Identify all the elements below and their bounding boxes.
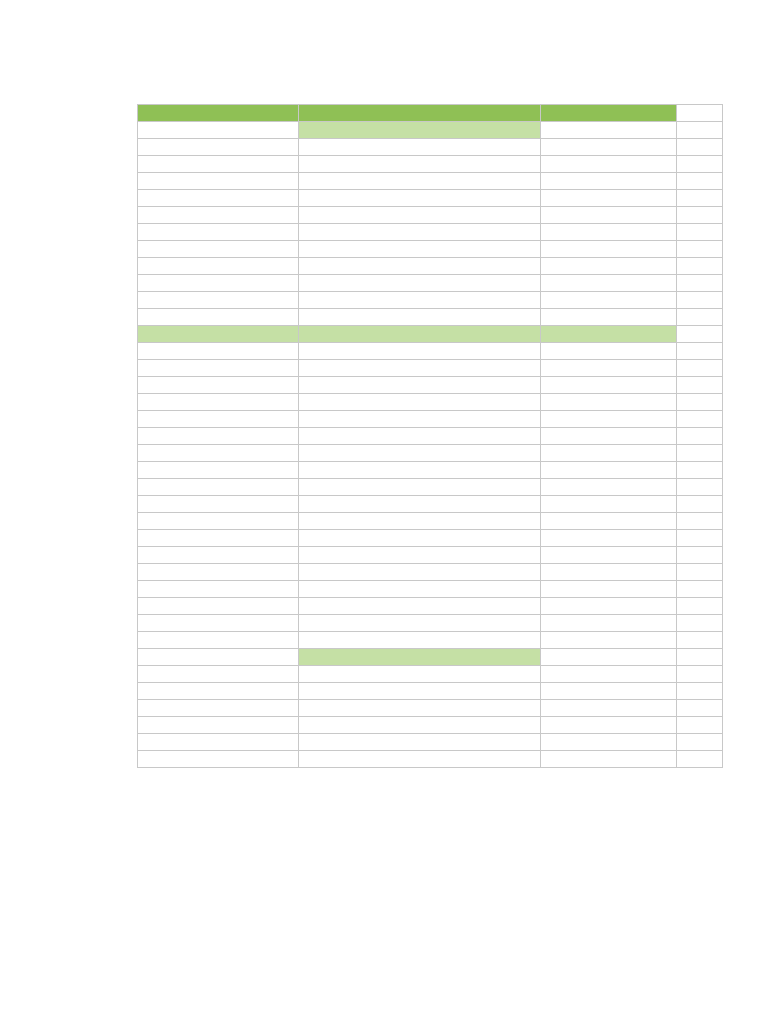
table-row	[138, 445, 723, 462]
table-row	[138, 751, 723, 768]
table-row	[138, 326, 723, 343]
rice-bread-item	[299, 275, 541, 292]
curry-item	[299, 394, 541, 411]
table-cell	[677, 649, 723, 666]
sweet-item	[541, 139, 677, 156]
table-row	[138, 258, 723, 275]
starter-item	[138, 173, 299, 190]
curry-item	[299, 411, 541, 428]
table-row	[138, 547, 723, 564]
fry-curry-item	[299, 683, 541, 700]
table-row	[138, 309, 723, 326]
table-row	[138, 598, 723, 615]
curry-item	[299, 479, 541, 496]
table-cell	[677, 666, 723, 683]
sweet-item	[541, 173, 677, 190]
table-row	[138, 156, 723, 173]
table-cell	[677, 360, 723, 377]
table-cell	[138, 547, 299, 564]
table-cell	[677, 717, 723, 734]
table-row	[138, 666, 723, 683]
table-cell	[541, 666, 677, 683]
table-row	[138, 700, 723, 717]
table-cell	[541, 462, 677, 479]
table-cell	[677, 190, 723, 207]
starter-item	[138, 139, 299, 156]
table-row	[138, 649, 723, 666]
starter-item	[138, 258, 299, 275]
table-cell	[677, 173, 723, 190]
table-cell	[541, 530, 677, 547]
table-cell	[677, 207, 723, 224]
curry-item	[299, 343, 541, 360]
sweet-item	[541, 275, 677, 292]
table-cell	[138, 292, 299, 309]
table-cell	[677, 139, 723, 156]
table-row	[138, 207, 723, 224]
starter-item	[138, 207, 299, 224]
table-cell	[541, 598, 677, 615]
table-cell	[677, 343, 723, 360]
table-cell	[541, 411, 677, 428]
table-cell	[541, 564, 677, 581]
extra-item	[541, 360, 677, 377]
curry-item	[299, 581, 541, 598]
table-cell	[541, 632, 677, 649]
table-cell	[541, 428, 677, 445]
table-cell	[299, 632, 541, 649]
table-cell	[138, 564, 299, 581]
table-cell	[677, 224, 723, 241]
sweet-item	[541, 224, 677, 241]
table-cell	[541, 683, 677, 700]
rice-bread-item	[299, 139, 541, 156]
table-cell	[138, 700, 299, 717]
sweet-item	[541, 190, 677, 207]
table-cell	[138, 666, 299, 683]
table-row	[138, 564, 723, 581]
table-cell	[677, 479, 723, 496]
table-cell	[138, 734, 299, 751]
table-cell	[677, 751, 723, 768]
curry-item	[299, 360, 541, 377]
table-cell	[541, 581, 677, 598]
table-row	[138, 343, 723, 360]
table-cell	[138, 649, 299, 666]
table-cell	[299, 615, 541, 632]
rice-bread-item	[299, 190, 541, 207]
starter-item	[138, 190, 299, 207]
subheader-fry-curry	[299, 649, 541, 666]
table-cell	[541, 547, 677, 564]
table-cell	[677, 445, 723, 462]
rice-bread-item	[299, 156, 541, 173]
table-cell	[677, 564, 723, 581]
table-cell	[677, 632, 723, 649]
table-row	[138, 462, 723, 479]
table-row	[138, 105, 723, 122]
table-cell	[541, 751, 677, 768]
table-row	[138, 717, 723, 734]
table-row	[138, 224, 723, 241]
table-cell	[677, 683, 723, 700]
subheader-pickles	[138, 326, 299, 343]
header-main-course	[299, 105, 541, 122]
rice-bread-item	[299, 309, 541, 326]
table-cell	[677, 462, 723, 479]
extra-item	[541, 377, 677, 394]
table-cell	[677, 700, 723, 717]
table-row	[138, 513, 723, 530]
table-cell	[677, 241, 723, 258]
table-cell	[138, 496, 299, 513]
pickle-item	[138, 343, 299, 360]
table-cell	[138, 513, 299, 530]
sweet-item	[541, 122, 677, 139]
table-cell	[541, 615, 677, 632]
table-row	[138, 479, 723, 496]
subheader-curries	[299, 326, 541, 343]
table-row	[138, 428, 723, 445]
table-row	[138, 377, 723, 394]
fry-curry-item	[299, 717, 541, 734]
rice-bread-item	[299, 207, 541, 224]
table-row	[138, 683, 723, 700]
table-cell	[677, 598, 723, 615]
pickle-item	[138, 411, 299, 428]
extra-item	[541, 343, 677, 360]
table-row	[138, 496, 723, 513]
fry-curry-item	[299, 734, 541, 751]
sweet-item	[541, 207, 677, 224]
starter-item	[138, 241, 299, 258]
curry-item	[299, 496, 541, 513]
table-cell	[677, 581, 723, 598]
curry-item	[299, 530, 541, 547]
table-cell	[541, 700, 677, 717]
starter-item	[138, 122, 299, 139]
pickle-item	[138, 445, 299, 462]
table-cell	[677, 292, 723, 309]
table-cell	[541, 513, 677, 530]
curry-item	[299, 428, 541, 445]
pickle-item	[138, 377, 299, 394]
table-row	[138, 360, 723, 377]
table-row	[138, 581, 723, 598]
table-cell	[138, 683, 299, 700]
starter-item	[138, 224, 299, 241]
table-cell	[677, 326, 723, 343]
rice-bread-item	[299, 292, 541, 309]
table-row	[138, 292, 723, 309]
table-cell	[677, 105, 723, 122]
table-cell	[138, 751, 299, 768]
veg-menu-table	[137, 104, 723, 768]
table-cell	[541, 649, 677, 666]
fry-curry-item	[299, 666, 541, 683]
table-row	[138, 411, 723, 428]
header-sweets	[541, 105, 677, 122]
table-cell	[677, 734, 723, 751]
table-row	[138, 275, 723, 292]
sweet-item	[541, 309, 677, 326]
curry-item	[299, 377, 541, 394]
rice-bread-item	[299, 241, 541, 258]
pickle-item	[138, 428, 299, 445]
fry-curry-item	[299, 751, 541, 768]
header-starters	[138, 105, 299, 122]
table-row	[138, 139, 723, 156]
table-row	[138, 173, 723, 190]
table-cell	[677, 377, 723, 394]
table-row	[138, 394, 723, 411]
curry-item	[299, 445, 541, 462]
table-cell	[138, 632, 299, 649]
table-row	[138, 190, 723, 207]
table-row	[138, 530, 723, 547]
table-cell	[541, 734, 677, 751]
table-cell	[541, 479, 677, 496]
table-cell	[541, 445, 677, 462]
table-cell	[677, 122, 723, 139]
subheader-rice-bread	[299, 122, 541, 139]
table-cell	[677, 428, 723, 445]
table-cell	[677, 258, 723, 275]
table-row	[138, 615, 723, 632]
table-cell	[138, 530, 299, 547]
subheader-extras	[541, 326, 677, 343]
pickle-item	[138, 360, 299, 377]
table-cell	[138, 717, 299, 734]
rice-bread-item	[299, 258, 541, 275]
table-row	[138, 632, 723, 649]
curry-item	[299, 513, 541, 530]
table-cell	[677, 615, 723, 632]
table-row	[138, 241, 723, 258]
fry-curry-item	[299, 700, 541, 717]
table-cell	[677, 496, 723, 513]
rice-bread-item	[299, 224, 541, 241]
curry-item	[299, 462, 541, 479]
sweet-item	[541, 241, 677, 258]
table-cell	[677, 411, 723, 428]
curry-item	[299, 564, 541, 581]
sweet-item	[541, 156, 677, 173]
sweet-item	[541, 292, 677, 309]
table-cell	[677, 513, 723, 530]
table-cell	[677, 547, 723, 564]
sweet-item	[541, 258, 677, 275]
table-cell	[541, 717, 677, 734]
starter-item	[138, 156, 299, 173]
table-cell	[677, 394, 723, 411]
table-cell	[677, 530, 723, 547]
table-cell	[138, 462, 299, 479]
table-cell	[677, 275, 723, 292]
table-row	[138, 122, 723, 139]
table-cell	[138, 479, 299, 496]
table-cell	[138, 309, 299, 326]
table-cell	[138, 598, 299, 615]
table-cell	[541, 394, 677, 411]
curry-item	[299, 547, 541, 564]
curry-item	[299, 598, 541, 615]
table-cell	[138, 581, 299, 598]
rice-bread-item	[299, 173, 541, 190]
table-cell	[138, 615, 299, 632]
table-cell	[541, 496, 677, 513]
table-row	[138, 734, 723, 751]
table-cell	[677, 309, 723, 326]
table-cell	[677, 156, 723, 173]
pickle-item	[138, 394, 299, 411]
starter-item	[138, 275, 299, 292]
